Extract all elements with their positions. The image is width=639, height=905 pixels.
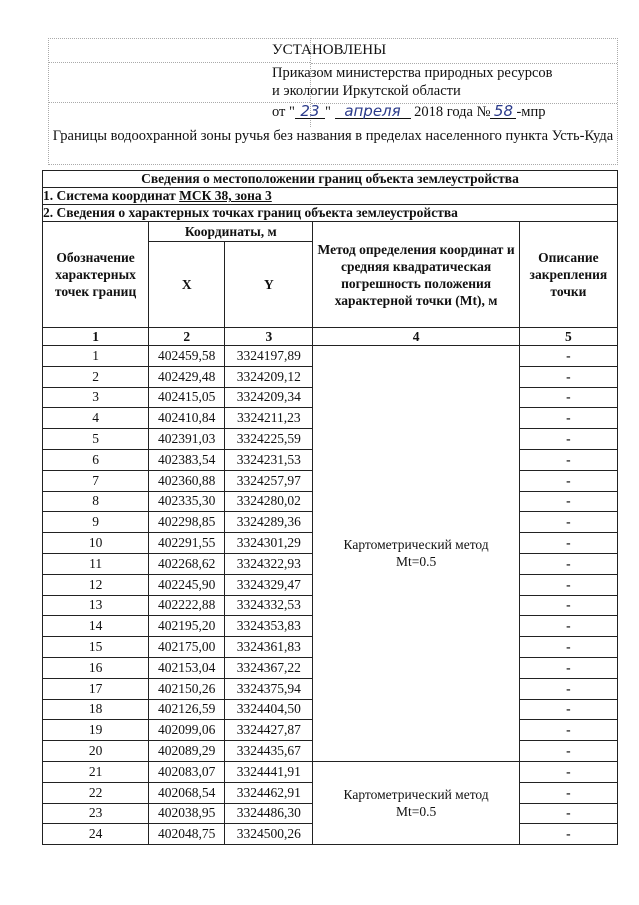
col-y-header: Y [225, 242, 313, 328]
point-x: 402089,29 [149, 741, 225, 762]
point-number: 11 [43, 553, 149, 574]
point-y: 3324211,23 [225, 408, 313, 429]
point-number: 5 [43, 429, 149, 450]
col-designation-header: Обозначение характерных точек границ [43, 222, 149, 328]
point-x: 402415,05 [149, 387, 225, 408]
point-description: - [519, 387, 617, 408]
order-month: апреля [335, 104, 411, 119]
point-y: 3324225,59 [225, 429, 313, 450]
point-y: 3324257,97 [225, 470, 313, 491]
header-grid-line [311, 63, 617, 64]
point-description: - [519, 616, 617, 637]
approved-label: УСТАНОВЛЕНЫ [272, 42, 387, 58]
coord-system-prefix: 1. Система координат [43, 188, 180, 203]
points-section-title: 2. Сведения о характерных точках границ объекта землеустройства [43, 205, 618, 222]
point-x: 402038,95 [149, 803, 225, 824]
header-grid-line [48, 102, 310, 103]
point-number: 13 [43, 595, 149, 616]
point-y: 3324441,91 [225, 761, 313, 782]
point-x: 402410,84 [149, 408, 225, 429]
point-number: 9 [43, 512, 149, 533]
point-x: 402429,48 [149, 366, 225, 387]
point-description: - [519, 741, 617, 762]
col-number-3: 3 [225, 328, 313, 346]
col-number-2: 2 [149, 328, 225, 346]
point-number: 7 [43, 470, 149, 491]
point-x: 402126,59 [149, 699, 225, 720]
point-number: 17 [43, 678, 149, 699]
col-number-4: 4 [313, 328, 519, 346]
point-number: 2 [43, 366, 149, 387]
point-description: - [519, 637, 617, 658]
point-number: 4 [43, 408, 149, 429]
point-y: 3324361,83 [225, 637, 313, 658]
point-y: 3324231,53 [225, 449, 313, 470]
point-description: - [519, 449, 617, 470]
point-number: 19 [43, 720, 149, 741]
point-y: 3324322,93 [225, 553, 313, 574]
point-number: 1 [43, 346, 149, 367]
point-x: 402068,54 [149, 782, 225, 803]
point-description: - [519, 366, 617, 387]
order-date-line [272, 104, 545, 121]
point-description: - [519, 782, 617, 803]
order-day: 23 [295, 104, 325, 119]
point-x: 402083,07 [149, 761, 225, 782]
order-number: 58 [490, 104, 516, 119]
document-title: Границы водоохранной зоны ручья без названия в пределах населенного пункта Усть-Куда [52, 128, 614, 144]
coord-system-row [43, 188, 618, 205]
col-method-header: Метод определения координат и средняя квадратическая погрешность положения характерной точки (Mt), м [313, 222, 519, 328]
point-y: 3324427,87 [225, 720, 313, 741]
point-x: 402175,00 [149, 637, 225, 658]
point-y: 3324197,89 [225, 346, 313, 367]
table-row [43, 346, 618, 367]
point-description: - [519, 657, 617, 678]
method-name: Картометрический метод [343, 787, 489, 803]
point-y: 3324435,67 [225, 741, 313, 762]
point-description: - [519, 824, 617, 845]
point-number: 8 [43, 491, 149, 512]
point-x: 402195,20 [149, 616, 225, 637]
point-y: 3324329,47 [225, 574, 313, 595]
point-x: 402222,88 [149, 595, 225, 616]
col-coords-header: Координаты, м [149, 222, 313, 242]
col-number-1: 1 [43, 328, 149, 346]
point-x: 402153,04 [149, 657, 225, 678]
point-description: - [519, 429, 617, 450]
boundary-points-table [42, 170, 618, 845]
point-description: - [519, 346, 617, 367]
point-y: 3324462,91 [225, 782, 313, 803]
order-line-1: Приказом министерства природных ресурсов [272, 65, 553, 81]
header-grid-line [48, 62, 310, 63]
point-x: 402268,62 [149, 553, 225, 574]
point-description: - [519, 408, 617, 429]
point-x: 402459,58 [149, 346, 225, 367]
point-description: - [519, 761, 617, 782]
point-x: 402150,26 [149, 678, 225, 699]
point-number: 10 [43, 533, 149, 554]
point-y: 3324500,26 [225, 824, 313, 845]
point-description: - [519, 533, 617, 554]
method-accuracy: Mt=0.5 [395, 554, 437, 570]
point-y: 3324367,22 [225, 657, 313, 678]
order-year: 2018 года № [414, 104, 491, 120]
col-description-header: Описание закрепления точки [519, 222, 617, 328]
point-y: 3324209,12 [225, 366, 313, 387]
point-description: - [519, 553, 617, 574]
point-y: 3324486,30 [225, 803, 313, 824]
point-description: - [519, 678, 617, 699]
point-y: 3324209,34 [225, 387, 313, 408]
point-number: 21 [43, 761, 149, 782]
point-description: - [519, 720, 617, 741]
point-number: 12 [43, 574, 149, 595]
point-description: - [519, 512, 617, 533]
point-number: 15 [43, 637, 149, 658]
col-number-5: 5 [519, 328, 617, 346]
point-description: - [519, 803, 617, 824]
point-number: 23 [43, 803, 149, 824]
point-number: 24 [43, 824, 149, 845]
point-y: 3324332,53 [225, 595, 313, 616]
point-description: - [519, 699, 617, 720]
point-x: 402245,90 [149, 574, 225, 595]
point-number: 22 [43, 782, 149, 803]
date-close-quote: " [324, 104, 331, 120]
point-description: - [519, 470, 617, 491]
table-body [43, 346, 618, 845]
method-accuracy: Mt=0.5 [395, 804, 437, 820]
point-x: 402335,30 [149, 491, 225, 512]
point-y: 3324375,94 [225, 678, 313, 699]
table-row [43, 761, 618, 782]
point-number: 6 [43, 449, 149, 470]
info-section-title: Сведения о местоположении границ объекта землеустройства [43, 171, 618, 188]
point-x: 402360,88 [149, 470, 225, 491]
point-number: 14 [43, 616, 149, 637]
coord-system-value: МСК 38, зона 3 [179, 188, 272, 203]
point-y: 3324289,36 [225, 512, 313, 533]
point-number: 16 [43, 657, 149, 678]
point-number: 20 [43, 741, 149, 762]
point-x: 402383,54 [149, 449, 225, 470]
point-y: 3324280,02 [225, 491, 313, 512]
method-cell [313, 761, 519, 844]
order-line-2: и экологии Иркутской области [272, 83, 461, 99]
point-x: 402291,55 [149, 533, 225, 554]
point-x: 402391,03 [149, 429, 225, 450]
point-description: - [519, 574, 617, 595]
method-cell [313, 346, 519, 762]
point-description: - [519, 595, 617, 616]
point-x: 402099,06 [149, 720, 225, 741]
point-y: 3324404,50 [225, 699, 313, 720]
point-number: 18 [43, 699, 149, 720]
point-description: - [519, 491, 617, 512]
point-x: 402048,75 [149, 824, 225, 845]
order-suffix: -мпр [516, 104, 546, 120]
date-prefix: от " [272, 104, 295, 120]
col-x-header: X [149, 242, 225, 328]
point-y: 3324301,29 [225, 533, 313, 554]
point-number: 3 [43, 387, 149, 408]
point-y: 3324353,83 [225, 616, 313, 637]
method-name: Картометрический метод [343, 537, 489, 553]
point-x: 402298,85 [149, 512, 225, 533]
